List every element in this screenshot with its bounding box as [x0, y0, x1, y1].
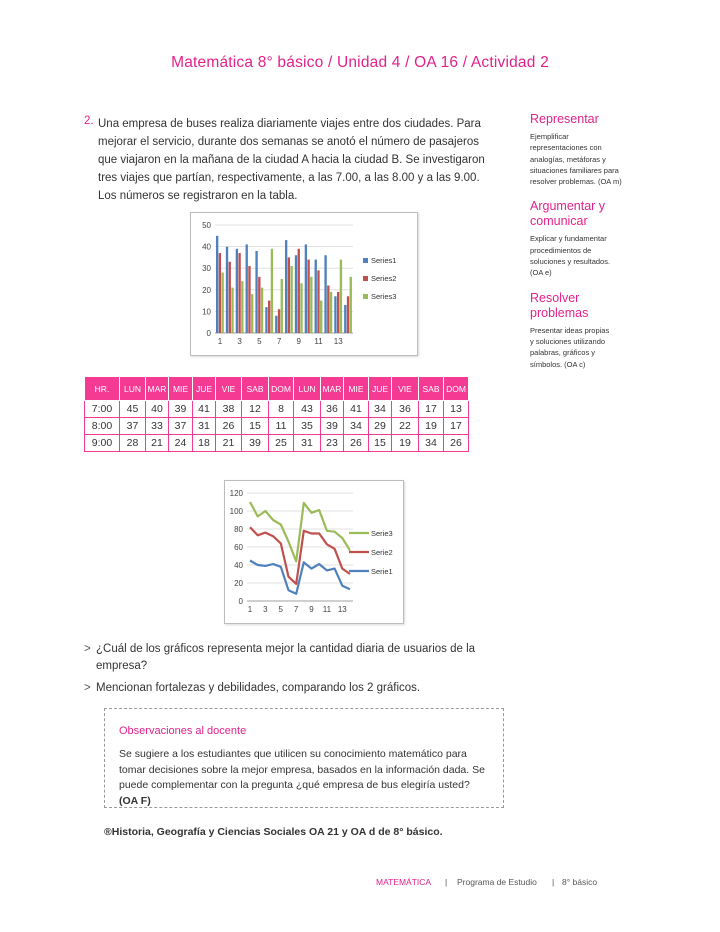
table-header-cell: SAB [419, 377, 444, 401]
table-cell: 8:00 [85, 418, 120, 435]
table-header-cell: LUN [120, 377, 146, 401]
bar [337, 292, 339, 333]
table-cell: 34 [419, 435, 444, 452]
table-cell: 24 [169, 435, 193, 452]
table-header-cell: MIE [344, 377, 369, 401]
skill-desc-line: situaciones familiares para [530, 165, 619, 175]
table-header-cell: VIE [216, 377, 242, 401]
table-header-cell: SAB [242, 377, 269, 401]
skill-argumentar [530, 199, 640, 278]
problem-line: que viajaron en la mañana de la ciudad A hacia la ciudad B. Se investigaron [98, 154, 485, 166]
bar [238, 253, 240, 333]
footnote: ®Historia, Geografía y Ciencias Sociales OA 21 y OA d de 8° básico. [104, 826, 443, 838]
bar-chart [191, 213, 417, 355]
table-header-cell: VIE [392, 377, 419, 401]
table-cell: 36 [392, 401, 419, 418]
bar [278, 309, 280, 333]
x-tick-label: 11 [322, 605, 332, 614]
question-text: Mencionan fortalezas y debilidades, comparando los 2 gráficos. [96, 682, 421, 694]
bar [330, 292, 332, 333]
bar [344, 305, 346, 333]
table-row [85, 401, 469, 418]
y-tick-label: 20 [202, 285, 211, 295]
bar [298, 249, 300, 333]
table-header-cell: JUE [193, 377, 216, 401]
table-header-cell: DOM [269, 377, 294, 401]
legend-label: Series3 [371, 292, 397, 301]
x-tick-label: 3 [263, 605, 268, 614]
skill-title: Resolver problemas [530, 290, 589, 320]
teacher-observations-box [104, 708, 504, 808]
table-cell: 40 [146, 401, 169, 418]
bar [265, 307, 267, 333]
skill-title: Representar [530, 112, 599, 126]
table-header-cell: MAR [146, 377, 169, 401]
table-cell: 36 [321, 401, 344, 418]
table-header-cell: MAR [321, 377, 344, 401]
problem-line: tres viajes que partían, respectivamente, a las 7.00, a las 8.00 y a las 9.00. [98, 172, 480, 184]
bar [347, 296, 349, 333]
problem-line: Una empresa de buses realiza diariamente viajes entre dos ciudades. Para [98, 118, 481, 130]
page-title: Matemática 8° básico / Unidad 4 / OA 16 / Actividad 2 [171, 54, 549, 71]
question-text: ¿Cuál de los gráficos representa mejor la cantidad diaria de usuarios de la empresa? [96, 643, 476, 672]
x-tick-label: 11 [314, 337, 323, 346]
skill-representar [530, 112, 640, 187]
table-cell: 29 [369, 418, 392, 435]
y-tick-label: 120 [229, 489, 243, 498]
series-line [250, 561, 350, 594]
table-header-cell: LUN [294, 377, 321, 401]
bar [275, 316, 277, 333]
table-header-cell: HR. [85, 377, 120, 401]
table-cell: 17 [444, 418, 469, 435]
bar [310, 277, 312, 333]
table-cell: 17 [419, 401, 444, 418]
observations-title: Observaciones al docente [119, 725, 247, 737]
bar [271, 249, 273, 333]
y-tick-label: 20 [234, 579, 243, 588]
bar [281, 279, 283, 333]
bar [285, 240, 287, 333]
table-cell: 37 [120, 418, 146, 435]
table-cell: 15 [242, 418, 269, 435]
bar [327, 285, 329, 333]
bar [295, 255, 297, 333]
legend-swatch [363, 294, 368, 299]
table-cell: 39 [321, 418, 344, 435]
table-cell: 7:00 [85, 401, 120, 418]
skill-desc-line: Explicar y fundamentar [530, 234, 607, 244]
skills-sidebar [530, 112, 640, 382]
table-cell: 21 [216, 435, 242, 452]
x-tick-label: 1 [247, 605, 253, 614]
y-tick-label: 40 [202, 242, 211, 252]
y-tick-label: 10 [202, 307, 211, 317]
footer-program: Programa de Estudio [457, 877, 537, 887]
passenger-table [84, 376, 469, 452]
table-cell: 26 [216, 418, 242, 435]
table-cell: 37 [169, 418, 193, 435]
table-cell: 34 [344, 418, 369, 435]
bar [340, 260, 342, 333]
bar [241, 281, 243, 333]
bar [261, 288, 263, 333]
skill-title: Argumentar y comunicar [530, 199, 606, 229]
table-cell: 15 [369, 435, 392, 452]
skill-description [530, 325, 640, 370]
bar [231, 288, 233, 333]
bar [268, 301, 270, 333]
x-tick-label: 3 [237, 337, 242, 346]
problem-statement [100, 115, 505, 205]
bar [307, 260, 309, 333]
skill-desc-line: símbolos. (OA c) [530, 359, 586, 369]
legend-label: Serie3 [371, 529, 393, 538]
table-cell: 33 [146, 418, 169, 435]
bar [305, 244, 307, 333]
bullet-arrow-icon: > [84, 643, 91, 655]
table-header-cell: DOM [444, 377, 469, 401]
table-cell: 35 [294, 418, 321, 435]
legend-label: Series2 [371, 274, 397, 283]
bar [300, 283, 302, 333]
line-chart-frame [224, 480, 404, 624]
skill-desc-line: procedimientos de [530, 245, 592, 255]
table-row [85, 435, 469, 452]
bar [236, 249, 238, 333]
table-cell: 9:00 [85, 435, 120, 452]
bar [219, 253, 221, 333]
table-cell: 26 [344, 435, 369, 452]
x-tick-label: 1 [217, 337, 223, 346]
bar [324, 255, 326, 333]
x-tick-label: 13 [333, 337, 343, 346]
y-tick-label: 50 [202, 221, 211, 230]
bar [246, 244, 248, 333]
bar [221, 273, 223, 333]
table-cell: 26 [444, 435, 469, 452]
bar [350, 277, 352, 333]
legend-swatch [363, 258, 368, 263]
x-tick-label: 7 [293, 605, 299, 614]
observations-tag: (OA F) [119, 794, 151, 807]
table-cell: 38 [216, 401, 242, 418]
table-cell: 23 [321, 435, 344, 452]
bar [317, 270, 319, 333]
skill-description [530, 131, 640, 187]
table-cell: 19 [419, 418, 444, 435]
skill-desc-line: (OA e) [530, 268, 552, 278]
skill-desc-line: representaciones con [530, 143, 602, 153]
observations-body: Se sugiere a los estudiantes que utilicen su conocimiento matemático para tomar decisiones sobre la mejor empresa, basados en la información dada. Se puede complementar con la pregunta ¿qué empresa de bus elegiría usted? [119, 748, 485, 791]
bar [229, 262, 231, 333]
bar [334, 296, 336, 333]
skill-desc-line: y soluciones utilizando [530, 336, 606, 346]
y-tick-label: 100 [229, 507, 243, 516]
footer-grade: 8° básico [562, 877, 598, 887]
bar [315, 260, 317, 333]
problem-line: mejorar el servicio, durante dos semanas se anotó el número de pasajeros [98, 136, 479, 148]
table-cell: 12 [242, 401, 269, 418]
y-tick-label: 40 [234, 561, 243, 570]
x-tick-label: 13 [337, 605, 347, 614]
table-cell: 34 [369, 401, 392, 418]
table-cell: 39 [169, 401, 193, 418]
table-cell: 18 [193, 435, 216, 452]
table-cell: 31 [294, 435, 321, 452]
footer-subject: MATEMÁTICA [376, 877, 432, 887]
bar-chart-frame [190, 212, 418, 356]
table-cell: 31 [193, 418, 216, 435]
problem-number: 2. [84, 115, 94, 127]
x-tick-label: 9 [296, 337, 302, 346]
table-body [85, 401, 469, 452]
table-header-row [85, 377, 469, 401]
table-cell: 11 [269, 418, 294, 435]
y-tick-label: 80 [234, 525, 243, 534]
bar [288, 257, 290, 333]
table-cell: 21 [146, 435, 169, 452]
skill-desc-line: Ejemplificar [530, 132, 569, 141]
table-cell: 43 [294, 401, 321, 418]
table-cell: 8 [269, 401, 294, 418]
bar [226, 247, 228, 333]
skill-desc-line: palabras, gráficos y [530, 348, 596, 358]
legend-label: Serie2 [371, 548, 393, 557]
table-cell: 19 [392, 435, 419, 452]
y-tick-label: 0 [206, 329, 211, 338]
y-tick-label: 30 [202, 264, 211, 274]
table-header-cell: MIE [169, 377, 193, 401]
table-cell: 41 [193, 401, 216, 418]
skill-desc-line: soluciones y resultados. [530, 257, 611, 267]
table-row [85, 418, 469, 435]
skill-desc-line: analogías, metáforas y [530, 154, 606, 164]
legend-swatch [363, 276, 368, 281]
table-cell: 45 [120, 401, 146, 418]
x-tick-label: 5 [278, 605, 283, 614]
x-tick-label: 9 [309, 605, 314, 614]
legend-label: Serie1 [371, 567, 393, 576]
bar [251, 294, 253, 333]
table-header-cell: JUE [369, 377, 392, 401]
table-cell: 25 [269, 435, 294, 452]
bar [216, 236, 218, 333]
bar [320, 301, 322, 333]
skill-resolver [530, 291, 640, 370]
question-1 [84, 641, 504, 675]
bar [258, 277, 260, 333]
skill-description [530, 233, 640, 278]
problem-line: Los números se registraron en la tabla. [98, 190, 298, 202]
table-cell: 39 [242, 435, 269, 452]
footer-separator: | [552, 877, 555, 887]
table-cell: 13 [444, 401, 469, 418]
observations-text [119, 747, 491, 809]
bar [248, 266, 250, 333]
x-tick-label: 7 [276, 337, 282, 346]
y-tick-label: 60 [234, 543, 243, 552]
bullet-arrow-icon: > [84, 682, 91, 694]
skill-desc-line: Presentar ideas propias [530, 325, 610, 335]
table-cell: 41 [344, 401, 369, 418]
footer-separator: | [445, 877, 448, 887]
bar [290, 266, 292, 333]
table-cell: 22 [392, 418, 419, 435]
bar [255, 251, 257, 333]
question-2 [84, 680, 504, 697]
line-chart [225, 481, 403, 623]
table-cell: 28 [120, 435, 146, 452]
legend-label: Series1 [371, 256, 397, 265]
y-tick-label: 0 [238, 597, 243, 606]
skill-desc-line: resolver problemas. (OA m) [530, 177, 622, 187]
x-tick-label: 5 [257, 337, 262, 346]
